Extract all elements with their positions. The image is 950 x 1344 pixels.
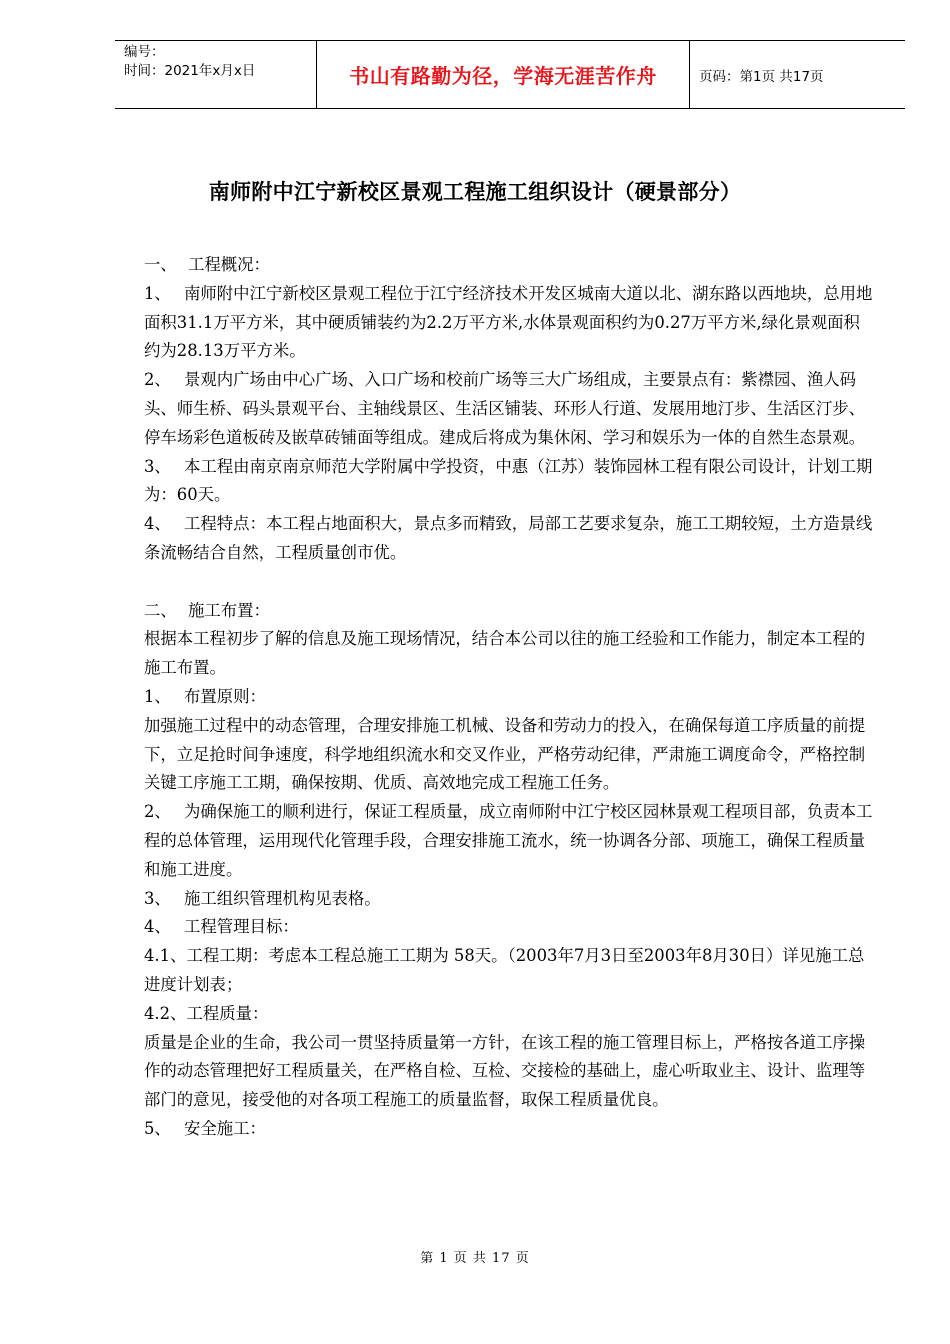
paragraph: 4、 工程特点：本工程占地面积大，景点多而精致，局部工艺要求复杂，施工工期较短，土方造景线条流畅结合自然，工程质量创市优。 — [144, 514, 873, 562]
paragraph: 1、 布置原则： — [144, 686, 266, 706]
document-body — [144, 251, 874, 1144]
paragraph: 加强施工过程中的动态管理，合理安排施工机械、设备和劳动力的投入，在确保每道工序质量的前提下，立足抢时间争速度，科学地组织流水和交叉作业，严格劳动纪律，严肃施工调度命令，严格控制关键工序施工工期，确保按期、优质、高效地完成工程施工任务。 — [144, 715, 866, 793]
paragraph: 1、 南师附中江宁新校区景观工程位于江宁经济技术开发区城南大道以北、湖东路以西地块，总用地面积31.1万平方米，其中硬质铺装约为2.2万平方米,水体景观面积约为0.27万平方米,绿化景观面积约为28.13万平方米。 — [144, 283, 873, 361]
section-heading: 二、 施工布置： — [144, 600, 270, 620]
paragraph: 4.1、工程工期：考虑本工程总施工工期为 58天。（2003年7月3日至2003年8月30日）详见施工总进度计划表； — [144, 946, 865, 994]
section-heading: 一、 工程概况： — [144, 255, 270, 274]
header-table — [115, 40, 905, 109]
paragraph: 3、 施工组织管理机构见表格。 — [144, 888, 381, 908]
paragraph: 质量是企业的生命，我公司一贯坚持质量第一方针，在该工程的施工管理目标上，严格按各道工序操作的动态管理把好工程质量关，在严格自检、互检、交接检的基础上，虚心听取业主、设计、监理等部门的意见，接受他的对各项工程施工的质量监督，取保工程质量优良。 — [144, 1032, 866, 1110]
spacer — [144, 568, 874, 597]
paragraph: 2、 为确保施工的顺利进行，保证工程质量，成立南师附中江宁校区园林景观工程项目部，负责本工程的总体管理，运用现代化管理手段，合理安排施工流水，统一协调各分部、项施工，确保工程质量和施工进度。 — [144, 802, 873, 879]
document-title: 南师附中江宁新校区景观工程施工组织设计（硬景部分） — [208, 179, 742, 204]
motto: 书山有路勤为径，学海无涯苦作舟 — [316, 41, 690, 108]
paragraph: 4.2、工程质量： — [144, 1003, 269, 1023]
time-label: 时间：2021年x月x日 — [124, 63, 256, 79]
header-left-cell — [115, 41, 316, 108]
paragraph: 2、 景观内广场由中心广场、入口广场和校前广场等三大广场组成，主要景点有：紫襟园、渔人码头、师生桥、码头景观平台、主轴线景区、生活区铺装、环形人行道、发展用地汀步、生活区汀步、停车场彩色道板砖及嵌草砖铺面等组成。建成后将成为集休闲、学习和娱乐为一体的自然生态景观。 — [144, 370, 866, 447]
paragraph: 根据本工程初步了解的信息及施工现场情况，结合本公司以往的施工经验和工作能力，制定本工程的施工布置。 — [144, 629, 866, 678]
paragraph: 3、 本工程由南京南京师范大学附属中学投资，中惠（江苏）装饰园林工程有限公司设计，计划工期为：60天。 — [144, 456, 873, 505]
page-footer: 第 1 页 共 17 页 — [420, 1251, 530, 1266]
paragraph: 4、 工程管理目标： — [144, 917, 299, 937]
serial-label: 编号： — [124, 44, 165, 60]
page-info: 页码：第1页 共17页 — [699, 68, 824, 85]
paragraph: 5、 安全施工： — [144, 1118, 266, 1138]
